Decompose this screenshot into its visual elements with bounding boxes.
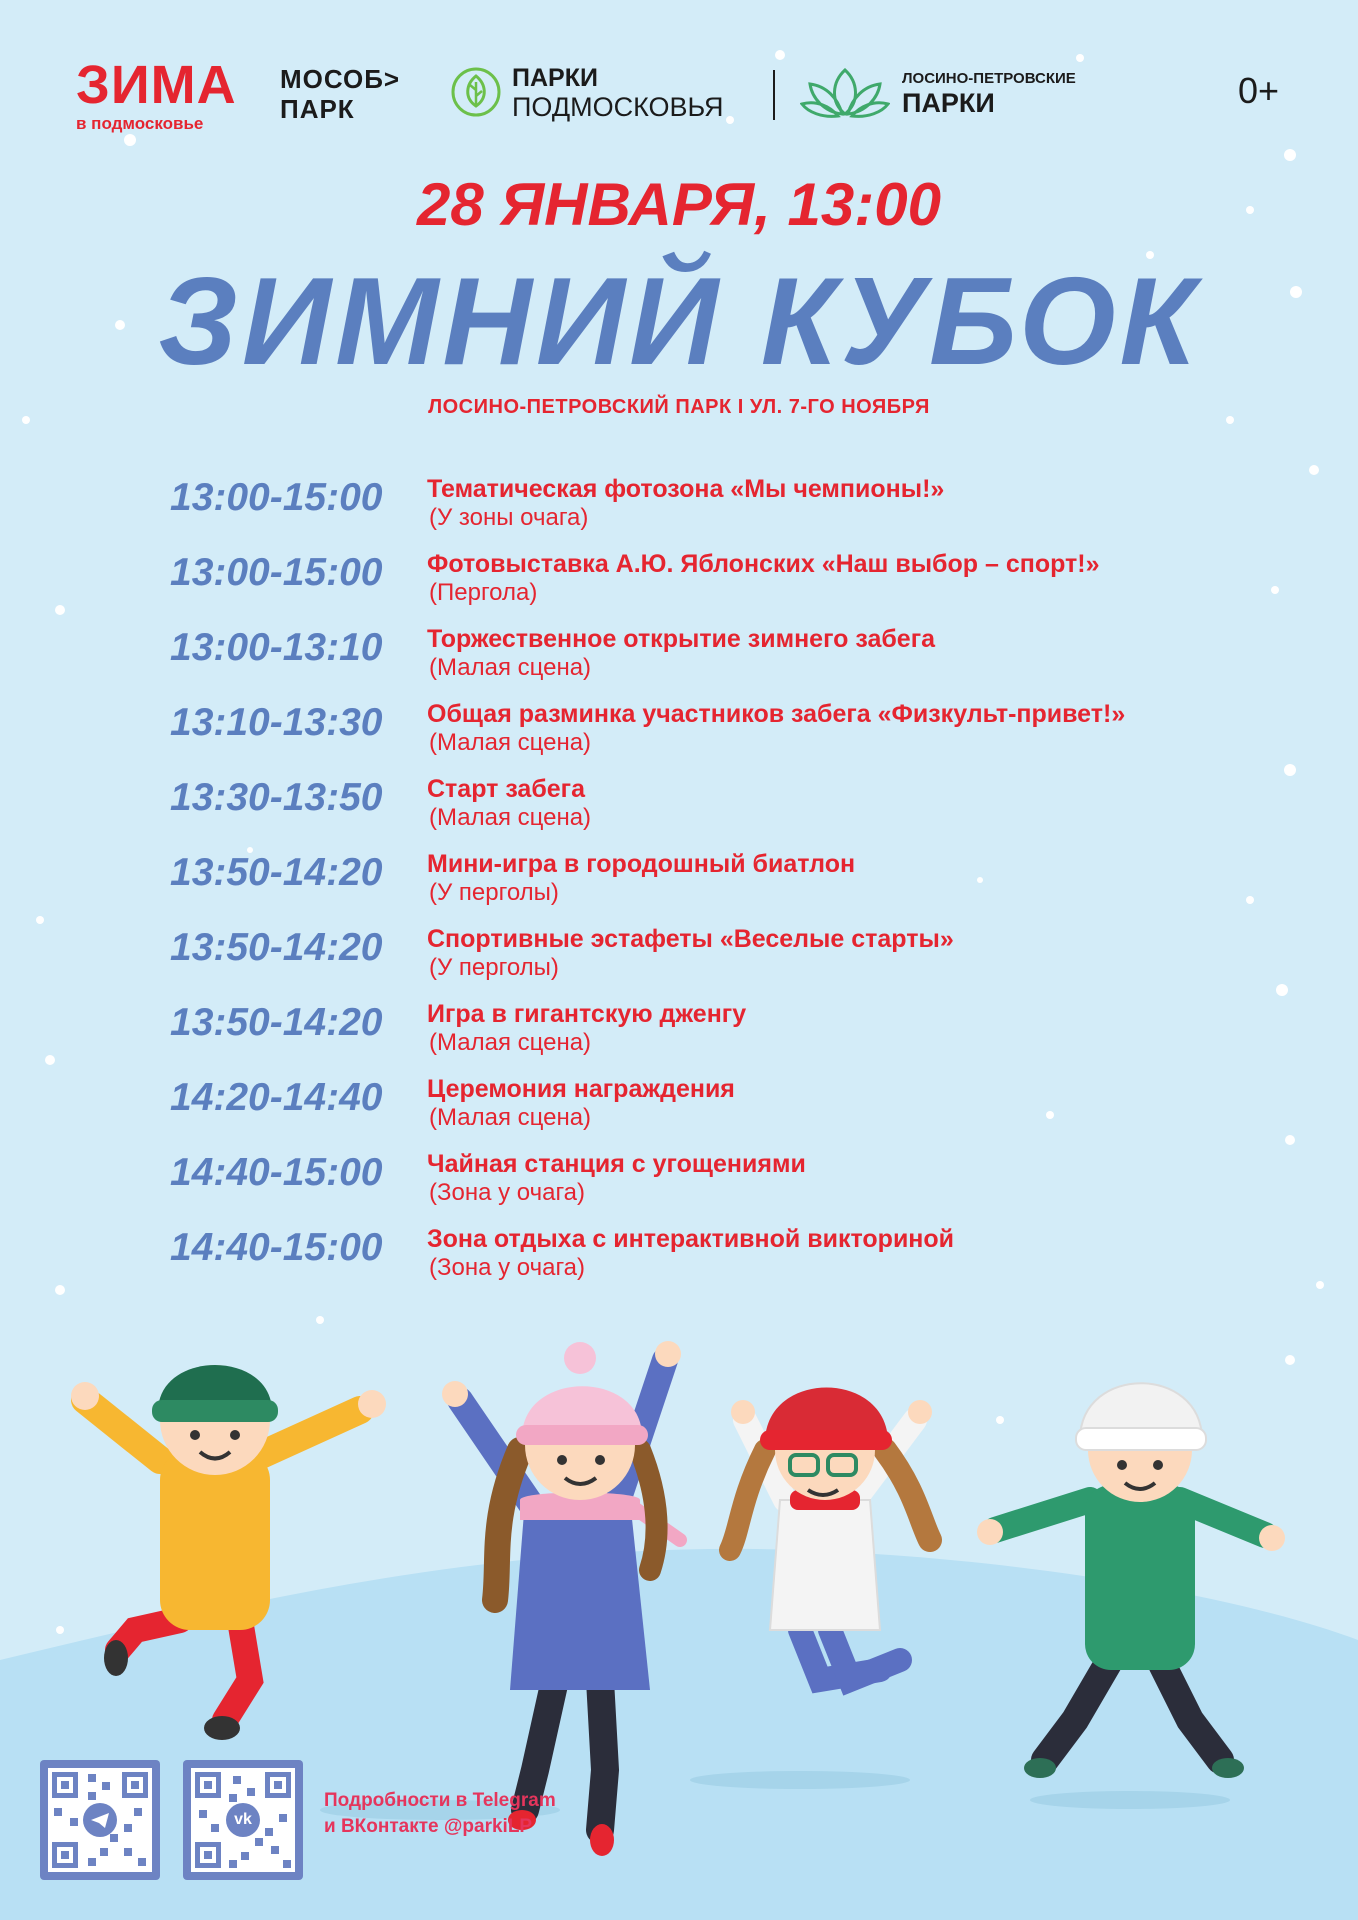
schedule-row	[170, 772, 1320, 847]
schedule-row	[170, 622, 1320, 697]
schedule-place: (Малая сцена)	[429, 804, 592, 831]
mosoblpark-logo	[280, 64, 400, 124]
schedule-time: 13:00-13:10	[170, 626, 383, 669]
schedule-event: Игра в гигантскую дженгу	[427, 1000, 747, 1028]
vk-icon: vk	[226, 1803, 260, 1837]
schedule-time: 14:40-15:00	[170, 1226, 383, 1269]
schedule-event: Старт забега	[427, 775, 585, 803]
schedule-event: Фотовыставка А.Ю. Яблонских «Наш выбор – спорт!»	[427, 550, 1100, 578]
event-title: ЗИМНИЙ КУБОК	[158, 253, 1200, 391]
schedule-time: 13:30-13:50	[170, 776, 383, 819]
parki-logo-line2: ПОДМОСКОВЬЯ	[512, 92, 724, 122]
schedule-place: (Малая сцена)	[429, 1029, 592, 1056]
schedule-row	[170, 547, 1320, 622]
schedule-time: 13:00-15:00	[170, 551, 383, 594]
schedule-row	[170, 922, 1320, 997]
event-location: ЛОСИНО-ПЕТРОВСКИЙ ПАРК I УЛ. 7-ГО НОЯБРЯ	[428, 396, 930, 418]
schedule-event: Церемония награждения	[427, 1075, 735, 1103]
schedule-place: (Малая сцена)	[429, 1104, 592, 1131]
footer-line-vk: и ВКонтакте @parkiLP	[324, 1816, 533, 1837]
schedule-event: Общая разминка участников забега «Физкульт-привет!»	[427, 700, 1126, 728]
schedule-event: Зона отдыха с интерактивной викториной	[427, 1225, 955, 1253]
footer-line-telegram: Подробности в Telegram	[324, 1790, 556, 1811]
schedule-place: (У зоны очага)	[429, 504, 589, 531]
logo-divider	[773, 70, 775, 120]
schedule-time: 13:50-14:20	[170, 851, 383, 894]
age-rating: 0+	[1238, 70, 1280, 111]
schedule-place: (У перголы)	[429, 879, 559, 906]
zima-logo-title: ЗИМА	[76, 55, 237, 115]
schedule-place: (Пергола)	[429, 579, 538, 606]
schedule-event: Спортивные эстафеты «Веселые старты»	[427, 925, 954, 953]
schedule-event: Тематическая фотозона «Мы чемпионы!»	[427, 475, 945, 503]
mosoblpark-logo-line1: МОСОБ>	[280, 64, 401, 94]
schedule-place: (У перголы)	[429, 954, 559, 981]
schedule-row	[170, 697, 1320, 772]
schedule-event: Чайная станция с угощениями	[427, 1150, 806, 1178]
qr-code-telegram[interactable]	[40, 1760, 160, 1880]
schedule-row	[170, 1222, 1320, 1297]
zima-logo-subtitle: в подмосковье	[76, 114, 204, 133]
lp-logo-line1: ЛОСИНО-ПЕТРОВСКИЕ	[902, 70, 1076, 87]
qr-code-vk[interactable]	[183, 1760, 303, 1880]
schedule-list	[170, 472, 1320, 1297]
lotus-leaves-icon	[800, 64, 890, 120]
telegram-icon	[83, 1803, 117, 1837]
leaf-circle-icon	[450, 66, 502, 118]
mosoblpark-logo-line2: ПАРК	[280, 94, 355, 124]
footer-social-info	[324, 1788, 556, 1840]
schedule-time: 14:20-14:40	[170, 1076, 383, 1119]
schedule-place: (Зона у очага)	[429, 1254, 586, 1281]
schedule-time: 13:10-13:30	[170, 701, 383, 744]
schedule-event: Торжественное открытие зимнего забега	[427, 625, 936, 653]
lp-logo-line2: ПАРКИ	[902, 88, 995, 118]
event-date: 28 ЯНВАРЯ, 13:00	[417, 171, 941, 238]
schedule-time: 13:50-14:20	[170, 926, 383, 969]
schedule-row	[170, 997, 1320, 1072]
schedule-time: 13:00-15:00	[170, 476, 383, 519]
schedule-event: Мини-игра в городошный биатлон	[427, 850, 856, 878]
schedule-place: (Малая сцена)	[429, 729, 592, 756]
schedule-row	[170, 472, 1320, 547]
schedule-place: (Малая сцена)	[429, 654, 592, 681]
schedule-row	[170, 1072, 1320, 1147]
schedule-row	[170, 847, 1320, 922]
parki-logo-line1: ПАРКИ	[512, 64, 598, 92]
schedule-place: (Зона у очага)	[429, 1179, 586, 1206]
schedule-row	[170, 1147, 1320, 1222]
schedule-time: 13:50-14:20	[170, 1001, 383, 1044]
schedule-time: 14:40-15:00	[170, 1151, 383, 1194]
zima-logo	[76, 55, 246, 134]
